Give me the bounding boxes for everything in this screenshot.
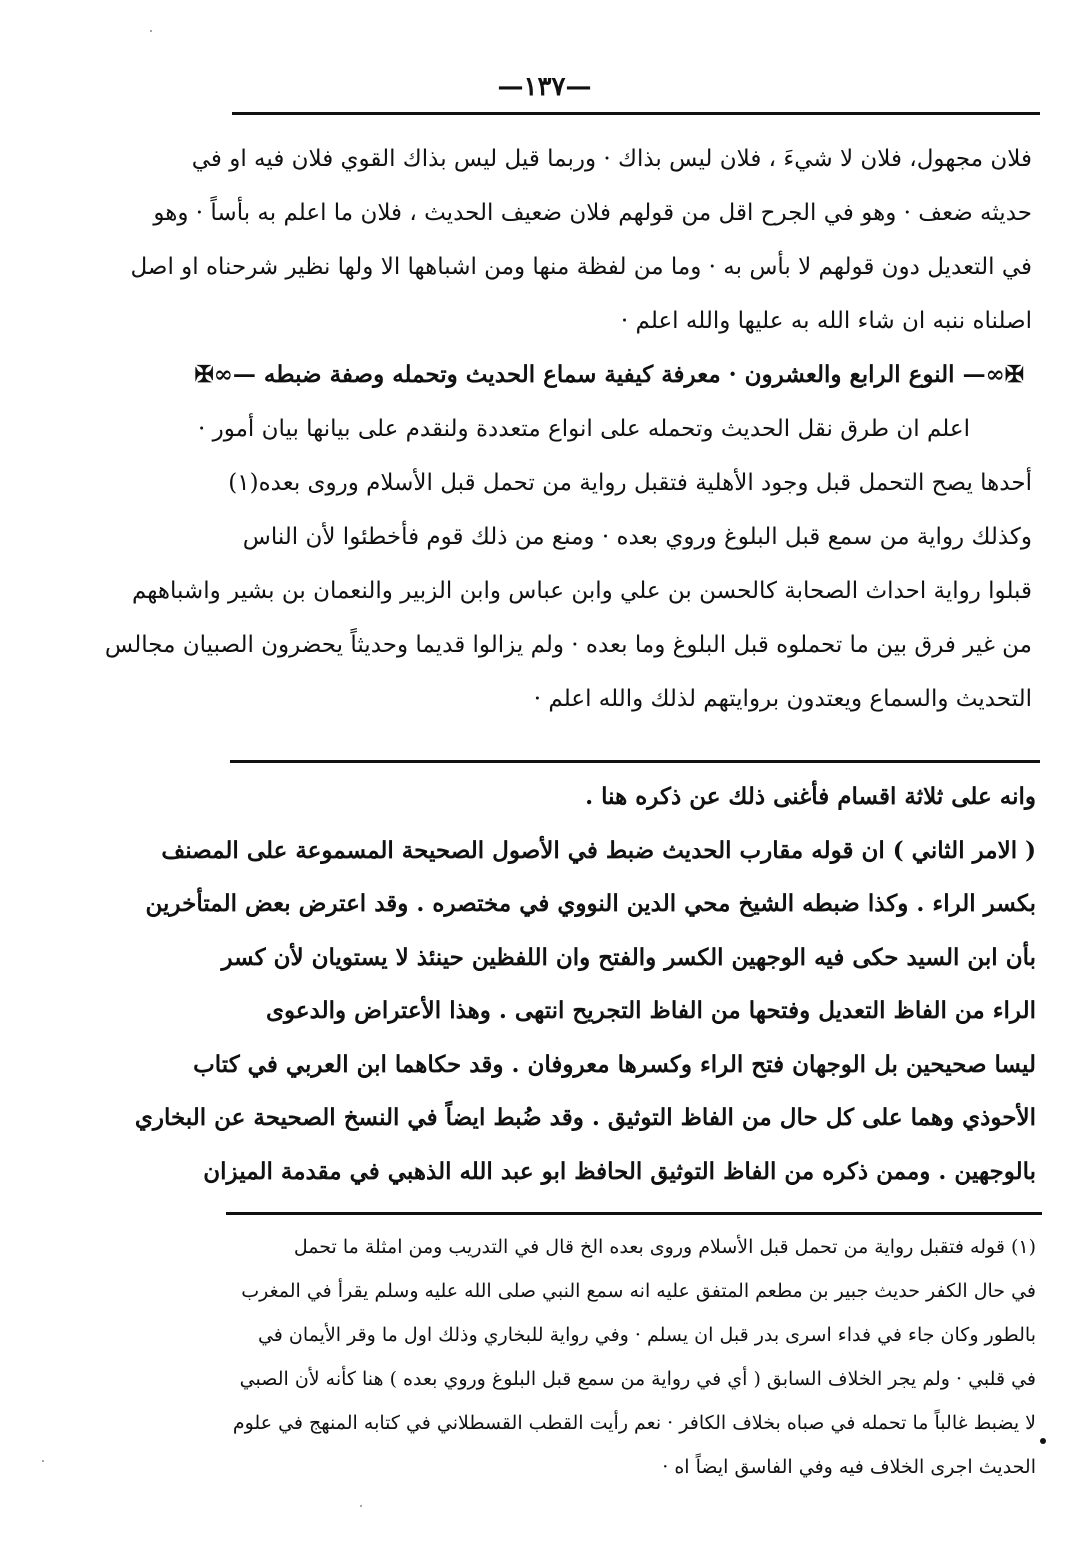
commentary-separator <box>230 760 1040 763</box>
main-text-line: حديثه ضعف · وهو في الجرح اقل من قولهم فلان ضعيف الحديث ، فلان ما اعلم به بأساً · وهو <box>153 200 1032 226</box>
main-text-line: في التعديل دون قولهم لا بأس به · وما من لفظة منها ومن اشباهها الا ولها نظير شرحناه او اصل <box>130 254 1032 280</box>
commentary-line: الراء من الفاظ التعديل وفتحها من الفاظ التجريح انتهى . وهذا الأعتراض والدعوى <box>265 997 1036 1024</box>
main-text <box>104 132 1032 726</box>
scan-speck <box>360 1505 362 1507</box>
footnote-line: في قلبي · ولم يجر الخلاف السابق ( أي في رواية من سمع قبل البلوغ وروي بعده ) هنا كأنه لأن الصبي <box>239 1368 1036 1390</box>
commentary-line: ( الامر الثاني ) ان قوله مقارب الحديث ضبط في الأصول الصحيحة المسموعة على المصنف <box>161 836 1036 864</box>
margin-mark <box>1040 1438 1046 1444</box>
main-text-line: من غير فرق بين ما تحملوه قبل البلوغ وما بعده · ولم يزالوا قديما وحديثاً يحضرون الصبيان مجالس <box>104 632 1032 658</box>
commentary-line: وانه على ثلاثة اقسام فأغنى ذلك عن ذكره هنا . <box>585 783 1036 810</box>
main-text-line: التحديث والسماع ويعتدون بروايتهم لذلك والله اعلم · <box>533 686 1032 712</box>
commentary-line: بأن ابن السيد حكى فيه الوجهين الكسر والفتح وان اللفظين حينئذ لا يستويان لأن كسر <box>221 943 1036 971</box>
footnote-line: في حال الكفر حديث جبير بن مطعم المتفق عليه انه سمع النبي صلى الله عليه وسلم يقرأ في المغرب <box>241 1280 1036 1302</box>
commentary-text <box>134 770 1036 1198</box>
heading-ornament-right: ✠∞— <box>962 361 1024 388</box>
main-text-line: فلان مجهول، فلان لا شيءَ ، فلان ليس بذاك · وربما قيل ليس بذاك القوي فلان فيه او في <box>191 146 1032 172</box>
heading-ornament-left: —∞✠ <box>194 361 256 388</box>
footnote-line: الحديث اجرى الخلاف فيه وفي الفاسق ايضاً اه · <box>662 1456 1036 1478</box>
page-number: —١٣٧— <box>497 72 592 102</box>
chapter-heading <box>194 348 1032 402</box>
footnote-line: (١) قوله فتقبل رواية من تحمل قبل الأسلام وروى بعده الخ قال في التدريب ومن امثلة ما تحمل <box>293 1236 1036 1258</box>
footnote-line: بالطور وكان جاء في فداء اسرى بدر قبل ان يسلم · وفي رواية للبخاري وذلك اول ما وقر الأيمان في <box>257 1324 1036 1346</box>
main-text-line: أحدها يصح التحمل قبل وجود الأهلية فتقبل رواية من تحمل قبل الأسلام وروى بعده(١) <box>228 470 1032 496</box>
footnote-separator <box>226 1212 1042 1215</box>
main-text-line: اصلناه ننبه ان شاء الله به عليها والله اعلم · <box>620 308 1032 334</box>
main-text-line: اعلم ان طرق نقل الحديث وتحمله على انواع متعددة ولنقدم على بيانها بيان أمور · <box>197 416 970 442</box>
main-text-line: قبلوا رواية احداث الصحابة كالحسن بن علي وابن عباس وابن الزبير والنعمان بن بشير واشباههم <box>131 578 1032 604</box>
footnote-line: لا يضبط غالباً ما تحمله في صباه بخلاف الكافر · نعم رأيت القطب القسطلاني في كتابه المنهج في علوم <box>232 1412 1036 1434</box>
header-rule <box>232 112 1040 115</box>
commentary-line: بالوجهين . وممن ذكره من الفاظ التوثيق الحافظ ابو عبد الله الذهبي في مقدمة الميزان <box>203 1157 1036 1185</box>
commentary-line: الأحوذي وهما على كل حال من الفاظ التوثيق . وقد ضُبط ايضاً في النسخ الصحيحة عن البخاري <box>134 1104 1036 1131</box>
commentary-line: بكسر الراء . وكذا ضبطه الشيخ محي الدين النووي في مختصره . وقد اعترض بعض المتأخرين <box>145 890 1036 917</box>
scan-speck <box>150 30 152 32</box>
footnote-text <box>226 1225 1036 1489</box>
chapter-heading-text: النوع الرابع والعشرون · معرفة كيفية سماع الحديث وتحمله وصفة ضبطه <box>263 361 955 388</box>
main-text-line: وكذلك رواية من سمع قبل البلوغ وروي بعده · ومنع من ذلك قوم فأخطئوا لأن الناس <box>242 524 1032 550</box>
commentary-line: ليسا صحيحين بل الوجهان فتح الراء وكسرها معروفان . وقد حكاهما ابن العربي في كتاب <box>193 1050 1036 1078</box>
scan-speck <box>42 1460 44 1462</box>
